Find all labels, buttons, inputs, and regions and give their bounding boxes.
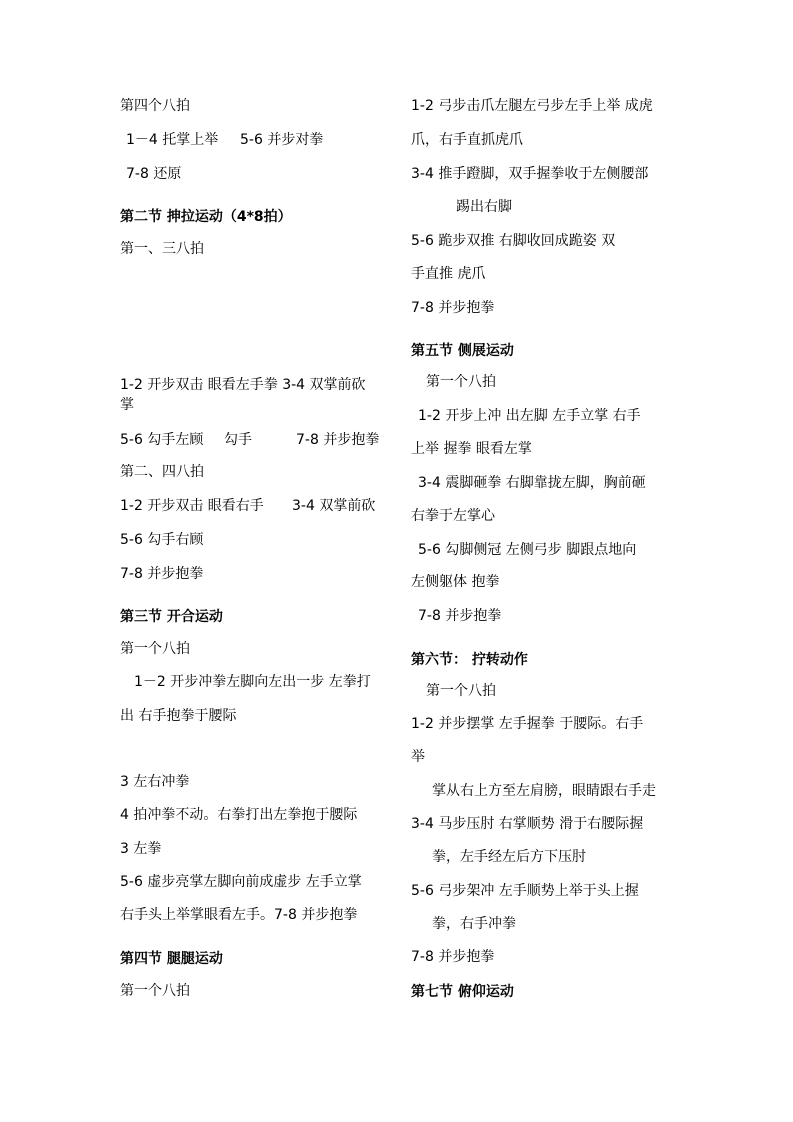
- text-line: 1-2 并步摆掌 左手握拳 于腰际。右手: [411, 716, 644, 732]
- text-line: 7-8 并步抱拳: [296, 432, 380, 448]
- text-line: 3 左拳: [120, 841, 162, 857]
- text-line: 7-8 并步抱拳: [120, 566, 204, 582]
- text-line: 第一个八拍: [426, 683, 496, 699]
- text-line: 1-2 弓步击爪左腿左弓步左手上举 成虎: [411, 98, 653, 114]
- text-line: 7-8 并步抱拳: [411, 300, 495, 316]
- text-line: 3-4 马步压肘 右掌顺势 滑于右腰际握: [411, 816, 644, 832]
- text-line: 7-8 并步抱拳: [418, 608, 502, 624]
- text-line: 拳，右手冲拳: [432, 916, 516, 932]
- text-line: 第一个八拍: [426, 374, 496, 390]
- text-line: 第一个八拍: [120, 983, 190, 999]
- section-heading: 第二节 抻拉运动（4*8拍）: [120, 209, 292, 225]
- text-line: 5-6 勾脚侧冠 左侧弓步 脚跟点地向: [418, 542, 637, 558]
- text-line: 勾手: [224, 432, 252, 448]
- text-line: 第一个八拍: [120, 641, 190, 657]
- text-line: 第一、三八拍: [120, 241, 204, 257]
- text-line: 1-2 开步上冲 出左脚 左手立掌 右手: [418, 408, 641, 424]
- text-line: 3 左右冲拳: [120, 774, 190, 790]
- text-line: 右拳于左掌心: [411, 508, 495, 524]
- text-line: 踢出右脚: [456, 199, 512, 215]
- text-line: 5-6 弓步架冲 左手顺势上举于头上握: [411, 883, 639, 899]
- text-line: 爪，右手直抓虎爪: [411, 132, 523, 148]
- text-line: 7-8 还原: [126, 166, 182, 182]
- text-line: 5-6 勾手左顾: [120, 432, 204, 448]
- text-line: 5-6 并步对拳: [240, 132, 324, 148]
- text-line: 拳，左手经左后方下压肘: [432, 849, 586, 865]
- text-line: 掌从右上方至左肩膀，眼睛跟右手走: [432, 783, 656, 799]
- text-line: 1－4 托掌上举: [126, 132, 219, 148]
- text-line: 第四个八拍: [120, 98, 190, 114]
- section-heading: 第三节 开合运动: [120, 609, 223, 625]
- section-heading: 第六节： 拧转动作: [411, 652, 528, 668]
- section-heading: 第七节 俯仰运动: [411, 984, 514, 1000]
- text-line: 5-6 跪步双推 右脚收回成跪姿 双: [411, 233, 616, 249]
- text-line: 右手头上举掌眼看左手。7-8 并步抱拳: [120, 907, 358, 923]
- section-heading: 第四节 腿腿运动: [120, 951, 223, 967]
- text-line: 1－2 开步冲拳左脚向左出一步 左拳打: [134, 674, 371, 690]
- text-line: 1-2 开步双击 眼看左手拳 3-4 双掌前砍: [120, 377, 366, 393]
- text-line: 3-4 推手蹬脚，双手握拳收于左侧腰部: [411, 166, 649, 182]
- text-line: 1-2 开步双击 眼看右手: [120, 498, 264, 514]
- text-line: 7-8 并步抱拳: [411, 949, 495, 965]
- text-line: 3-4 震脚砸拳 右脚靠拢左脚，胸前砸: [418, 475, 646, 491]
- text-line: 左侧躯体 抱拳: [411, 574, 500, 590]
- text-line: 5-6 虚步亮掌左脚向前成虚步 左手立掌: [120, 874, 362, 890]
- text-line: 第二、四八拍: [120, 464, 204, 480]
- text-line: 5-6 勾手右顾: [120, 532, 204, 548]
- text-line: 举: [411, 749, 425, 765]
- text-line: 手直推 虎爪: [411, 266, 486, 282]
- text-line: 上举 握拳 眼看左掌: [411, 441, 532, 457]
- text-line: 3-4 双掌前砍: [292, 498, 376, 514]
- text-line: 4 拍冲拳不动。右拳打出左拳抱于腰际: [120, 807, 358, 823]
- section-heading: 第五节 侧展运动: [411, 343, 514, 359]
- text-line: 出 右手抱拳于腰际: [120, 708, 237, 724]
- text-line: 掌: [120, 397, 134, 413]
